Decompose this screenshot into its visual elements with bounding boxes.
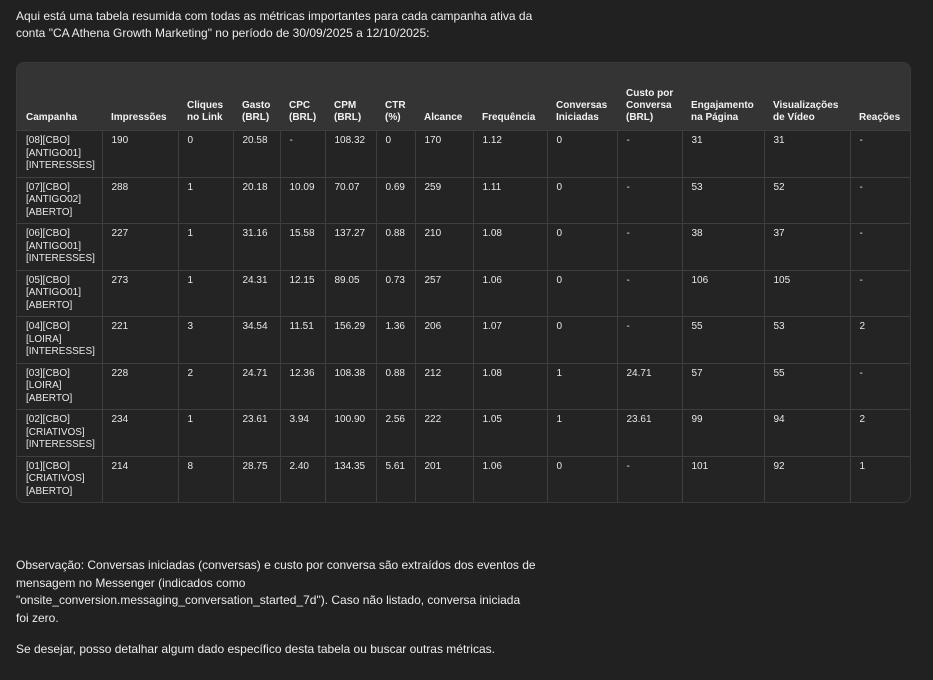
table-cell: 1.05 xyxy=(473,410,547,457)
table-cell: 212 xyxy=(415,363,473,410)
intro-text: Aqui está uma tabela resumida com todas as métricas importantes para cada campanha ativa da conta "CA Athena Growth Marketing" no período de 30/09/2025 a 12/10/2025: xyxy=(16,9,533,40)
table-cell: 101 xyxy=(682,456,764,502)
table-cell: 1.07 xyxy=(473,317,547,364)
campaign-cell: [03][CBO] [LOIRA] [ABERTO] xyxy=(17,363,102,410)
table-cell: 57 xyxy=(682,363,764,410)
table-cell: - xyxy=(850,270,911,317)
table-cell: - xyxy=(617,270,682,317)
table-cell: 31.16 xyxy=(233,224,280,271)
column-header: CPC (BRL) xyxy=(289,100,317,123)
table-cell: 24.71 xyxy=(617,363,682,410)
campaign-cell: [08][CBO] [ANTIGO01] [INTERESSES] xyxy=(17,131,102,178)
table-cell: - xyxy=(617,224,682,271)
table-row xyxy=(17,410,911,457)
table-cell: 12.15 xyxy=(280,270,325,317)
column-header: Visualizações de Vídeo xyxy=(773,100,839,123)
table-cell: - xyxy=(850,131,911,178)
column-header: Conversas Iniciadas xyxy=(556,100,608,123)
table-cell: 5.61 xyxy=(376,456,415,502)
table-cell: 53 xyxy=(682,177,764,224)
table-cell: 34.54 xyxy=(233,317,280,364)
table-cell: 2 xyxy=(850,317,911,364)
table-cell: - xyxy=(617,317,682,364)
table-cell: 0 xyxy=(178,131,233,178)
table-cell: 0 xyxy=(547,270,617,317)
table-cell: 12.36 xyxy=(280,363,325,410)
table-cell: 1.36 xyxy=(376,317,415,364)
table-cell: - xyxy=(850,363,911,410)
table-body xyxy=(17,131,911,503)
table-cell: 0 xyxy=(547,456,617,502)
table-row xyxy=(17,224,911,271)
campaign-cell: [05][CBO] [ANTIGO01] [ABERTO] xyxy=(17,270,102,317)
table-cell: 221 xyxy=(102,317,178,364)
table-cell: 0 xyxy=(547,131,617,178)
table-cell: 3 xyxy=(178,317,233,364)
column-header: Frequência xyxy=(482,112,536,123)
table-cell: 99 xyxy=(682,410,764,457)
table-cell: 100.90 xyxy=(325,410,376,457)
table-cell: 1 xyxy=(178,410,233,457)
table-cell: 1 xyxy=(178,270,233,317)
column-header: Campanha xyxy=(26,112,78,123)
table-cell: 222 xyxy=(415,410,473,457)
table-cell: 15.58 xyxy=(280,224,325,271)
column-header: Custo por Conversa (BRL) xyxy=(626,88,674,123)
table-cell: 2 xyxy=(178,363,233,410)
table-cell: 1 xyxy=(178,224,233,271)
table-cell: 1 xyxy=(547,410,617,457)
table-cell: 227 xyxy=(102,224,178,271)
table-cell: 20.58 xyxy=(233,131,280,178)
observation-note: Observação: Conversas iniciadas (conversas) e custo por conversa são extraídos dos eventos de mensagem no Messenger (indicados como "onsite_conversion.messaging_conversation_started_7d"). Caso não listado, conversa iniciada foi zero. xyxy=(16,558,536,625)
table-cell: 38 xyxy=(682,224,764,271)
table-cell: 190 xyxy=(102,131,178,178)
table-cell: 106 xyxy=(682,270,764,317)
table-cell: 94 xyxy=(764,410,850,457)
metrics-table-container xyxy=(16,62,911,503)
table-cell: 1.08 xyxy=(473,363,547,410)
table-cell: 92 xyxy=(764,456,850,502)
table-cell: 10.09 xyxy=(280,177,325,224)
table-cell: 201 xyxy=(415,456,473,502)
column-header: Engajamento na Página xyxy=(691,100,754,123)
table-cell: 1.08 xyxy=(473,224,547,271)
table-row xyxy=(17,363,911,410)
table-cell: 1.06 xyxy=(473,456,547,502)
table-cell: 55 xyxy=(682,317,764,364)
table-cell: 0.69 xyxy=(376,177,415,224)
table-cell: 1 xyxy=(547,363,617,410)
closing-text: Se desejar, posso detalhar algum dado específico desta tabela ou buscar outras métricas. xyxy=(16,642,495,656)
table-cell: 2.56 xyxy=(376,410,415,457)
table-cell: - xyxy=(617,177,682,224)
table-cell: 23.61 xyxy=(617,410,682,457)
table-cell: 0.88 xyxy=(376,363,415,410)
campaign-cell: [01][CBO] [CRIATIVOS] [ABERTO] xyxy=(17,456,102,502)
campaign-cell: [02][CBO] [CRIATIVOS] [INTERESSES] xyxy=(17,410,102,457)
column-header: Reações xyxy=(859,112,901,123)
table-cell: - xyxy=(280,131,325,178)
table-cell: 23.61 xyxy=(233,410,280,457)
table-cell: 0.88 xyxy=(376,224,415,271)
table-cell: 24.71 xyxy=(233,363,280,410)
table-cell: 210 xyxy=(415,224,473,271)
table-cell: 28.75 xyxy=(233,456,280,502)
table-cell: 53 xyxy=(764,317,850,364)
table-cell: - xyxy=(617,131,682,178)
table-cell: 108.32 xyxy=(325,131,376,178)
table-cell: 89.05 xyxy=(325,270,376,317)
table-cell: 52 xyxy=(764,177,850,224)
table-cell: 1 xyxy=(850,456,911,502)
table-cell: 8 xyxy=(178,456,233,502)
table-cell: 228 xyxy=(102,363,178,410)
table-cell: 3.94 xyxy=(280,410,325,457)
table-cell: 2 xyxy=(850,410,911,457)
table-cell: 31 xyxy=(764,131,850,178)
table-cell: 156.29 xyxy=(325,317,376,364)
table-row xyxy=(17,177,911,224)
campaign-cell: [07][CBO] [ANTIGO02] [ABERTO] xyxy=(17,177,102,224)
table-cell: 0 xyxy=(547,224,617,271)
table-cell: 273 xyxy=(102,270,178,317)
table-cell: - xyxy=(617,456,682,502)
table-cell: 105 xyxy=(764,270,850,317)
table-cell: 1.11 xyxy=(473,177,547,224)
table-cell: 206 xyxy=(415,317,473,364)
table-cell: 170 xyxy=(415,131,473,178)
table-row xyxy=(17,456,911,502)
table-cell: 1.12 xyxy=(473,131,547,178)
table-cell: 214 xyxy=(102,456,178,502)
table-cell: 24.31 xyxy=(233,270,280,317)
table-cell: 11.51 xyxy=(280,317,325,364)
column-header: Alcance xyxy=(424,112,463,123)
table-cell: 259 xyxy=(415,177,473,224)
table-cell: 234 xyxy=(102,410,178,457)
table-cell: - xyxy=(850,224,911,271)
table-cell: 288 xyxy=(102,177,178,224)
column-header: Impressões xyxy=(111,112,167,123)
metrics-table xyxy=(17,63,911,502)
column-header: Gasto (BRL) xyxy=(242,100,271,123)
table-row xyxy=(17,317,911,364)
table-cell: 20.18 xyxy=(233,177,280,224)
table-cell: 1 xyxy=(178,177,233,224)
table-cell: 1.06 xyxy=(473,270,547,317)
table-cell: 70.07 xyxy=(325,177,376,224)
table-cell: - xyxy=(850,177,911,224)
table-header-row xyxy=(17,63,911,131)
table-cell: 257 xyxy=(415,270,473,317)
table-cell: 0 xyxy=(547,177,617,224)
campaign-cell: [04][CBO] [LOIRA] [INTERESSES] xyxy=(17,317,102,364)
table-cell: 37 xyxy=(764,224,850,271)
table-cell: 55 xyxy=(764,363,850,410)
table-cell: 108.38 xyxy=(325,363,376,410)
table-row xyxy=(17,131,911,178)
column-header: CPM (BRL) xyxy=(334,100,362,123)
table-cell: 0 xyxy=(547,317,617,364)
table-row xyxy=(17,270,911,317)
table-cell: 134.35 xyxy=(325,456,376,502)
column-header: CTR (%) xyxy=(385,100,406,123)
table-cell: 31 xyxy=(682,131,764,178)
table-cell: 2.40 xyxy=(280,456,325,502)
campaign-cell: [06][CBO] [ANTIGO01] [INTERESSES] xyxy=(17,224,102,271)
table-cell: 137.27 xyxy=(325,224,376,271)
table-cell: 0 xyxy=(376,131,415,178)
column-header: Cliques no Link xyxy=(187,100,224,123)
table-cell: 0.73 xyxy=(376,270,415,317)
